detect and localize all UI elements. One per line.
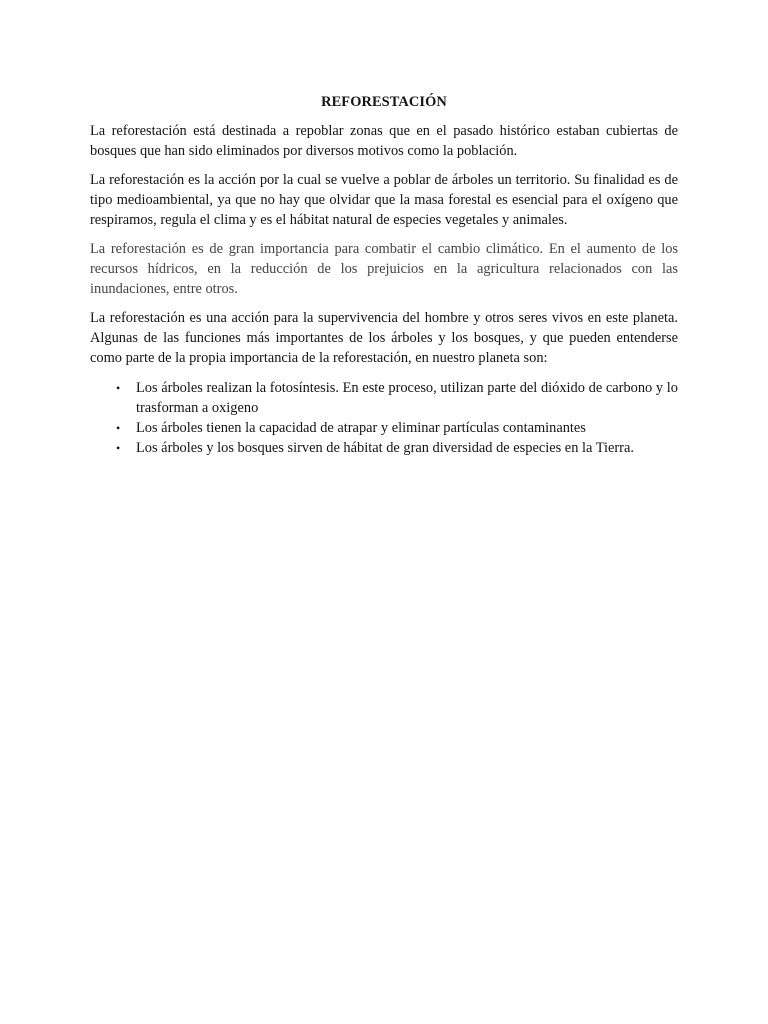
list-item-text: Los árboles tienen la capacidad de atrapar y eliminar partículas contaminantes [136,420,586,436]
list-item-text: Los árboles realizan la fotosíntesis. En este proceso, utilizan parte del dióxido de carbono y lo trasforman a oxigeno [136,380,678,416]
list-item [90,378,678,418]
bullet-icon: • [116,421,121,435]
bullet-icon: • [116,381,121,395]
list-item [90,418,678,438]
paragraph-functions: La reforestación es una acción para la supervivencia del hombre y otros seres vivos en este planeta. Algunas de las funciones más importantes de los árboles y los bosques, y que pueden entenderse como parte de la propia importancia de la reforestación, en nuestro planeta son: [90,310,678,366]
paragraph-definition: La reforestación es la acción por la cual se vuelve a poblar de árboles un territorio. Su finalidad es de tipo medioambiental, ya que no hay que olvidar que la masa forestal es esencial para el oxígeno que respiramos, regula el clima y es el hábitat natural de especies vegetales y animales. [90,172,678,228]
list-item [90,438,678,458]
document-title: REFORESTACIÓN [321,94,447,110]
document-body [90,92,678,458]
bullet-list [90,378,678,458]
paragraph-importance: La reforestación es de gran importancia para combatir el cambio climático. En el aumento de los recursos hídricos, en la reducción de los prejuicios en la agricultura relacionados con las inundaciones, entre otros. [90,241,678,297]
bullet-icon: • [116,441,121,455]
list-item-text: Los árboles y los bosques sirven de hábitat de gran diversidad de especies en la Tierra. [136,440,634,456]
paragraph-intro: La reforestación está destinada a repoblar zonas que en el pasado histórico estaban cubiertas de bosques que han sido eliminados por diversos motivos como la población. [90,123,678,159]
